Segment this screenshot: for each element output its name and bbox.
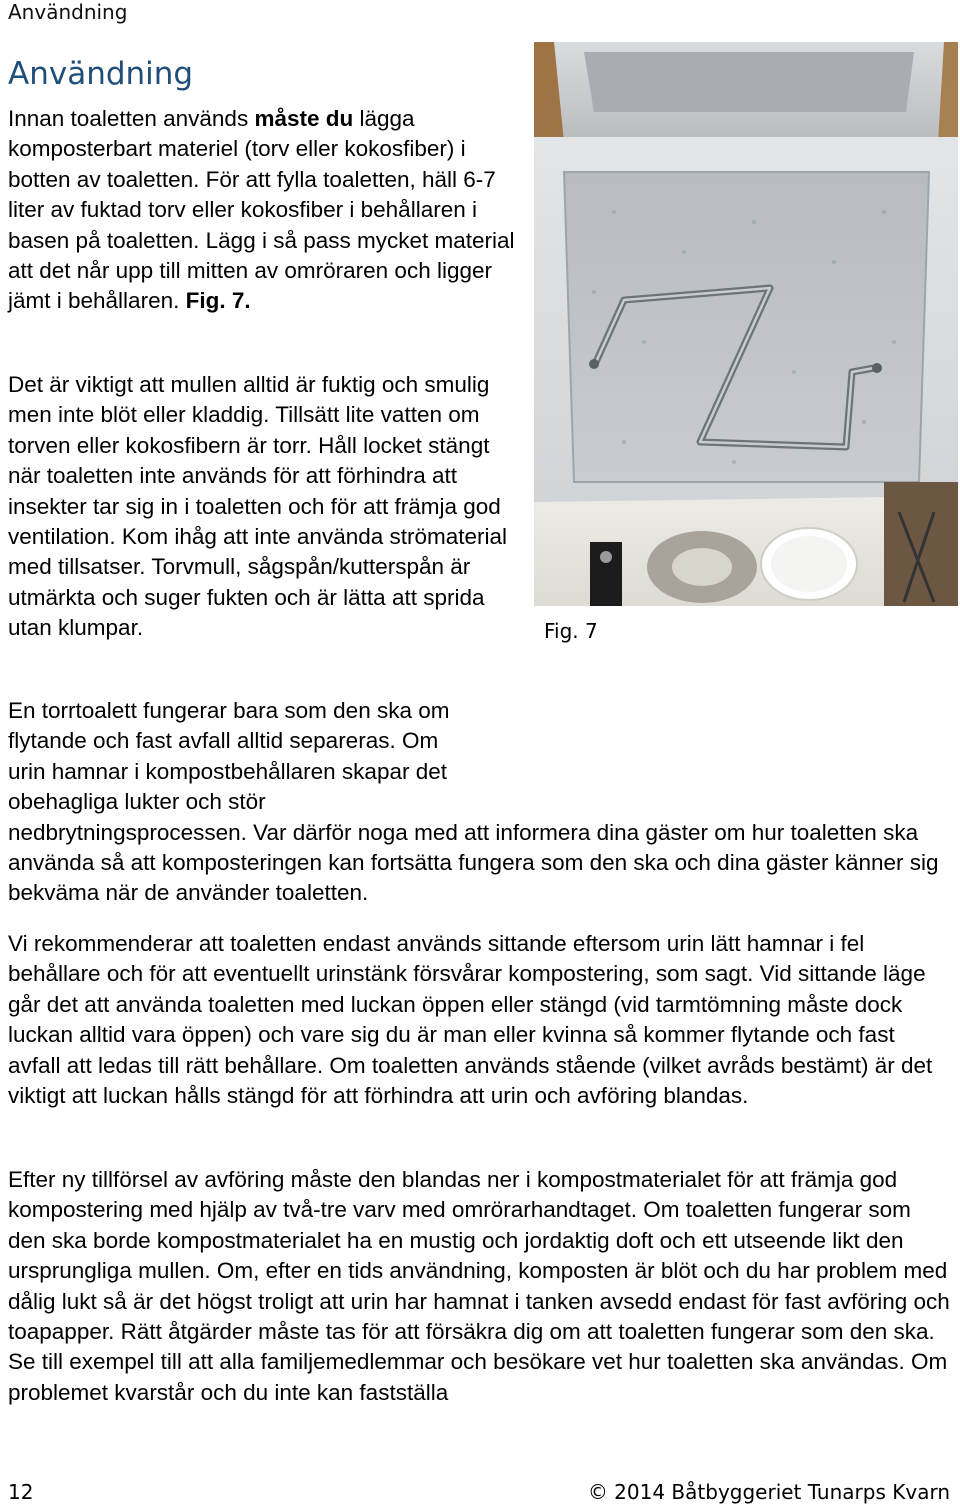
mixing-paragraph: Efter ny tillförsel av avföring måste den blandas ner i kompostmaterialet för att främja god kompostering med hjälp av två-tre varv med omrörarhandtaget. Om toaletten fungerar som den ska borde kompostmaterialet ha en mustig och jordaktig doft och ett utseende likt den ursprungliga mullen. Om, efter en tids användning, komposten är blöt och du har problem med dålig lukt så är det högst troligt att urin har hamnat i tanken avsedd endast för fast avföring och toapapper. Rätt åtgärder måste tas för att försäkra dig om att toaletten fungerar som den ska. Se till exempel till att alla familjemedlemmar och besökare vet hur toaletten ska användas. Om problemet kvarstår och du inte kan fastställa: [8, 1167, 950, 1405]
intro-text-2: lägga komposterbart materiel (torv eller kokosfiber) i botten av toaletten. För att fylla toaletten, häll 6-7 liter av fuktad torv eller kokosfiber i behållaren i basen på toaletten. Lägg i så pass mycket material att det når upp till mitten av omröraren och ligger jämt i behållaren.: [8, 106, 515, 314]
figure-caption: Fig. 7: [544, 619, 598, 643]
copyright-footer: © 2014 Båtbyggeriet Tunarps Kvarn: [587, 1480, 950, 1504]
page-number: 12: [8, 1480, 34, 1504]
running-header: Användning: [8, 0, 128, 24]
intro-paragraph: [8, 104, 520, 317]
toilet-photo-illustration: [534, 42, 958, 606]
moisture-paragraph: Det är viktigt att mullen alltid är fuktig och smulig men inte blöt eller kladdig. Tillsätt lite vatten om torven eller kokosfibern är torr. Håll locket stängt när toaletten inte används för att förhindra att insekter tar sig in i toaletten och för att främja god ventilation. Kom ihåg att inte använda strömaterial med tillsatser. Torvmull, sågspån/kutterspån är utmärkta och suger fukten och är lätta att sprida utan klumpar.: [8, 372, 508, 641]
toilet-interior-photo: [534, 42, 958, 606]
separation-text-rest: nedbrytningsprocessen. Var därför noga med att informera dina gäster om hur toaletten ska använda så att komposteringen kan fortsätta fungera som den ska och dina gäster känner sig bekväma när de använder toaletten.: [8, 819, 939, 906]
separation-line-3: urin hamnar i kompostbehållaren skapar det: [8, 758, 447, 784]
intro-text-1: Innan toaletten används: [8, 106, 255, 131]
section-heading: Användning: [8, 56, 194, 92]
separation-line-1: En torrtoalett fungerar bara som den ska om: [8, 698, 450, 723]
sitting-paragraph: Vi rekommenderar att toaletten endast används sittande eftersom urin lätt hamnar i fel behållare och för att eventuellt urinstänk försvårar kompostering, som sagt. Vid sittande läge går det att använda toaletten med luckan öppen eller stängd (vid tarmtömning måste dock luckan alltid vara öppen) och vare sig du är man eller kvinna så kommer flytande och fast avfall att ledas till rätt behållare. Om toaletten används stående (vilket avråds bestämt) är det viktigt att luckan hålls stängd för att förhindra att urin och avföring blandas.: [8, 931, 933, 1109]
separation-line-4: obehagliga lukter och stör: [8, 789, 266, 815]
separation-paragraph: [8, 696, 952, 909]
separation-line-2: flytande och fast avfall alltid separeras. Om: [8, 728, 439, 754]
intro-emphasis: måste du: [254, 106, 354, 131]
figure-reference: Fig. 7.: [185, 288, 251, 314]
